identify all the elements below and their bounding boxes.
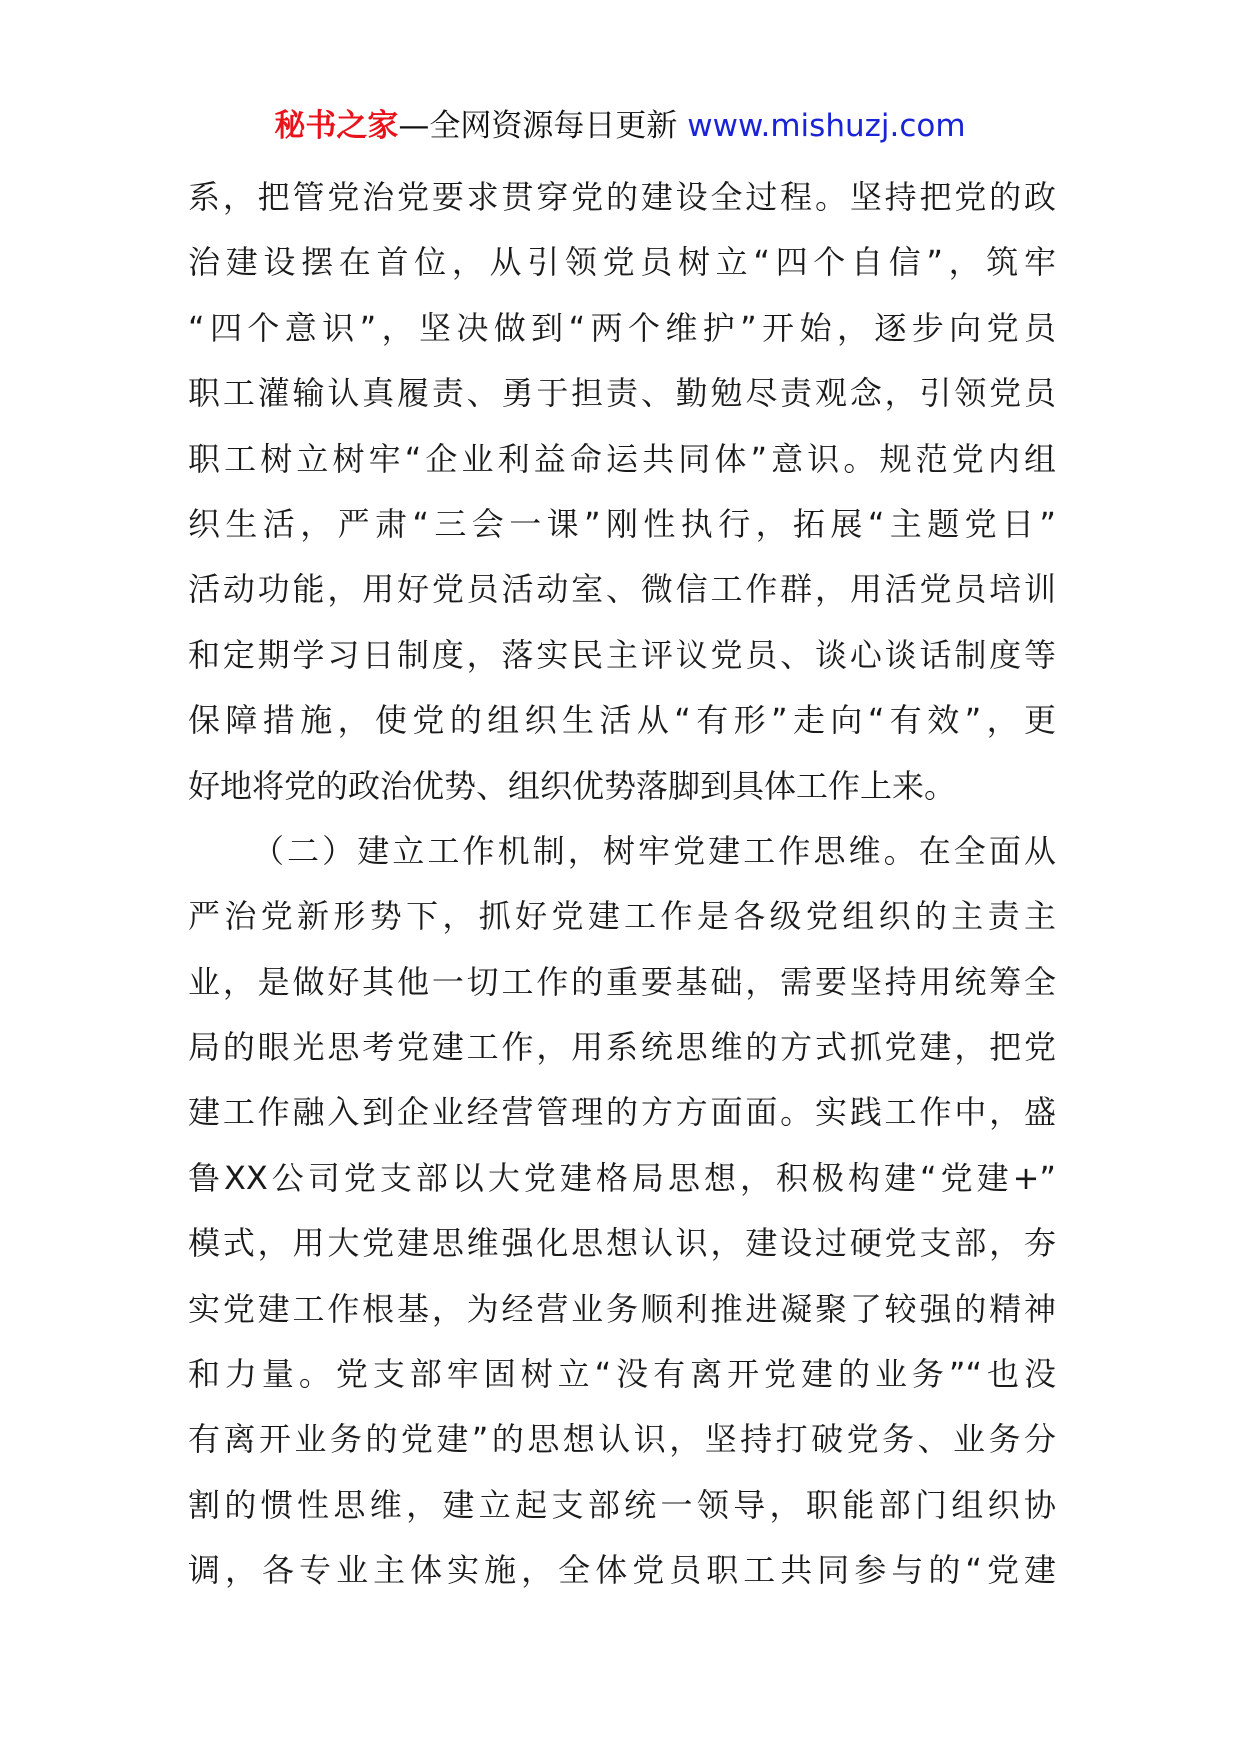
- header-slogan: —全网资源每日更新: [398, 108, 688, 144]
- text-line: 好地将党的政治优势、组织优势落脚到具体工作上来。: [188, 766, 957, 805]
- text-line: “四个意识”，坚决做到“两个维护”开始，逐步向党员: [188, 308, 1056, 347]
- text-line: 建工作融入到企业经营管理的方方面面。实践工作中，盛: [188, 1093, 1056, 1132]
- text-line: 业，是做好其他一切工作的重要基础，需要坚持用统筹全: [188, 962, 1056, 1001]
- text-line: 和定期学习日制度，落实民主评议党员、谈心谈话制度等: [188, 635, 1056, 674]
- text-line: 模式，用大党建思维强化思想认识，建设过硬党支部，夯: [188, 1224, 1056, 1263]
- text-line: 和力量。党支部牢固树立“没有离开党建的业务”“也没: [188, 1355, 1056, 1394]
- header-brand: 秘书之家: [274, 108, 399, 144]
- text-line: 职工灌输认真履责、勇于担责、勤勉尽责观念，引领党员: [188, 374, 1056, 413]
- text-line: 严治党新形势下，抓好党建工作是各级党组织的主责主: [188, 897, 1056, 936]
- text-line: 鲁XX公司党支部以大党建格局思想，积极构建“党建+”: [188, 1158, 1056, 1197]
- page-header: [0, 104, 1240, 148]
- body-text: [188, 165, 1056, 1604]
- text-line: 治建设摆在首位，从引领党员树立“四个自信”，筑牢: [188, 243, 1056, 282]
- text-line: 局的眼光思考党建工作，用系统思维的方式抓党建，把党: [188, 1028, 1056, 1067]
- text-line: 职工树立树牢“企业利益命运共同体”意识。规范党内组: [188, 439, 1056, 478]
- text-line: 保障措施，使党的组织生活从“有形”走向“有效”，更: [188, 701, 1056, 740]
- text-line: 织生活，严肃“三会一课”刚性执行，拓展“主题党日”: [188, 504, 1056, 543]
- text-line: 有离开业务的党建”的思想认识，坚持打破党务、业务分: [188, 1420, 1056, 1459]
- text-line: 系，把管党治党要求贯穿党的建设全过程。坚持把党的政: [188, 178, 1056, 216]
- header-site-link[interactable]: www.mishuzj.com: [687, 108, 966, 144]
- text-line: 活动功能，用好党员活动室、微信工作群，用活党员培训: [188, 570, 1056, 609]
- section-heading-line: （二）建立工作机制，树牢党建工作思维。在全面从: [252, 831, 1056, 870]
- text-line: 调，各专业主体实施，全体党员职工共同参与的“党建: [188, 1551, 1056, 1590]
- text-line: 割的惯性思维，建立起支部统一领导，职能部门组织协: [188, 1485, 1056, 1524]
- text-line: 实党建工作根基，为经营业务顺利推进凝聚了较强的精神: [188, 1289, 1056, 1328]
